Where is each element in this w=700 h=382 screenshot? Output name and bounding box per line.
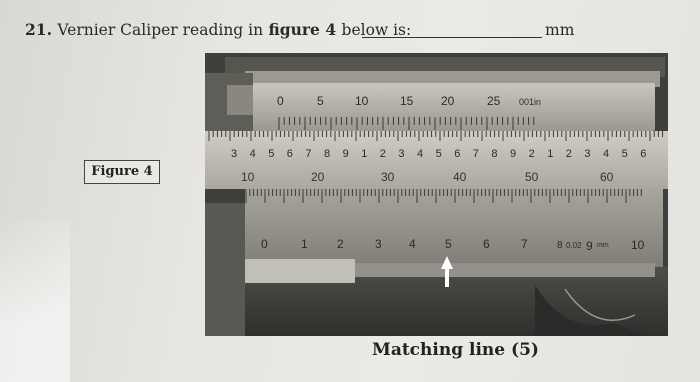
main-scale-digit: 8 — [491, 148, 498, 160]
lower-vernier-end: 10 — [631, 238, 645, 252]
main-scale-digit: 5 — [435, 148, 442, 160]
lower-number: 6 — [483, 237, 490, 251]
main-number: 20 — [311, 170, 325, 184]
lower-note: mm — [597, 242, 609, 249]
main-scale-digit: 4 — [417, 148, 424, 160]
main-scale-digit: 8 — [324, 148, 331, 160]
upper-number: 0 — [277, 94, 284, 108]
upper-number: 25 — [487, 94, 501, 108]
figure-label: Figure 4 — [84, 160, 160, 184]
lower-note: 0.02 — [566, 241, 582, 250]
lower-number: 7 — [521, 237, 528, 251]
main-number: 10 — [241, 170, 255, 184]
main-number: 40 — [453, 170, 467, 184]
question-text-before: Vernier Caliper reading in — [57, 21, 264, 39]
upper-number: 5 — [317, 94, 324, 108]
main-scale-digit: 2 — [565, 148, 572, 160]
lower-number: 2 — [337, 237, 344, 251]
lower-number: 1 — [301, 237, 308, 251]
lower-number: 4 — [409, 237, 416, 251]
main-scale-digit: 6 — [640, 148, 647, 160]
answer-blank[interactable] — [362, 37, 542, 38]
lower-note: 8 — [557, 240, 563, 251]
main-scale-digit: 9 — [342, 148, 349, 160]
page-shadow — [0, 220, 70, 382]
main-scale-digit: 4 — [249, 148, 256, 160]
main-scale-digit: 3 — [231, 148, 238, 160]
question-text — [25, 20, 411, 39]
lower-number: 3 — [375, 237, 382, 251]
upper-note: 001in — [519, 97, 542, 107]
main-number: 30 — [381, 170, 395, 184]
main-scale-digit: 9 — [510, 148, 517, 160]
main-scale-digit: 6 — [286, 148, 293, 160]
lower-note: 9 — [586, 239, 593, 253]
main-number: 50 — [525, 170, 539, 184]
main-scale-digit: 1 — [547, 148, 554, 160]
main-scale-digit: 3 — [398, 148, 405, 160]
question-figure-ref: figure 4 — [268, 20, 337, 39]
vernier-caliper-image — [205, 53, 668, 336]
main-scale-digit: 5 — [268, 148, 275, 160]
answer-unit: mm — [545, 21, 575, 39]
vernier-caliper-photo — [205, 53, 668, 336]
upper-number: 10 — [355, 94, 369, 108]
question-text-after: below is: — [341, 21, 412, 39]
main-scale-digit: 1 — [361, 148, 368, 160]
main-scale-digit: 5 — [621, 148, 628, 160]
main-scale-digit: 3 — [584, 148, 591, 160]
main-scale-digit: 7 — [305, 148, 312, 160]
main-scale-digit: 2 — [379, 148, 386, 160]
main-scale-digit: 7 — [472, 148, 479, 160]
question-number: 21. — [25, 20, 52, 39]
figure-caption: Matching line (5) — [372, 340, 539, 360]
main-number: 60 — [600, 170, 614, 184]
upper-number: 20 — [441, 94, 455, 108]
lower-number: 5 — [445, 237, 452, 251]
main-scale-digit: 4 — [603, 148, 610, 160]
upper-number: 15 — [400, 94, 414, 108]
main-scale-digit: 6 — [454, 148, 461, 160]
main-scale-digit: 2 — [528, 148, 535, 160]
lower-number: 0 — [261, 237, 268, 251]
